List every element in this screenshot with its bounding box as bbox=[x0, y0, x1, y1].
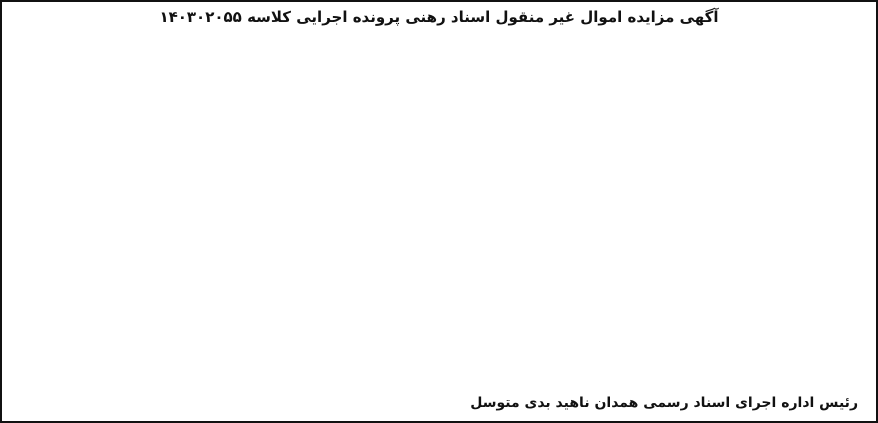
notice-title: آگهی مزایده اموال غیر منقول اسناد رهنی پرونده اجرایی کلاسه ۱۴۰۳۰۲۰۵۵ bbox=[159, 8, 719, 26]
signature-line: رئیس اداره اجرای اسناد رسمی همدان ناهید بدی متوسل bbox=[470, 395, 858, 411]
notice-body bbox=[16, 32, 862, 384]
